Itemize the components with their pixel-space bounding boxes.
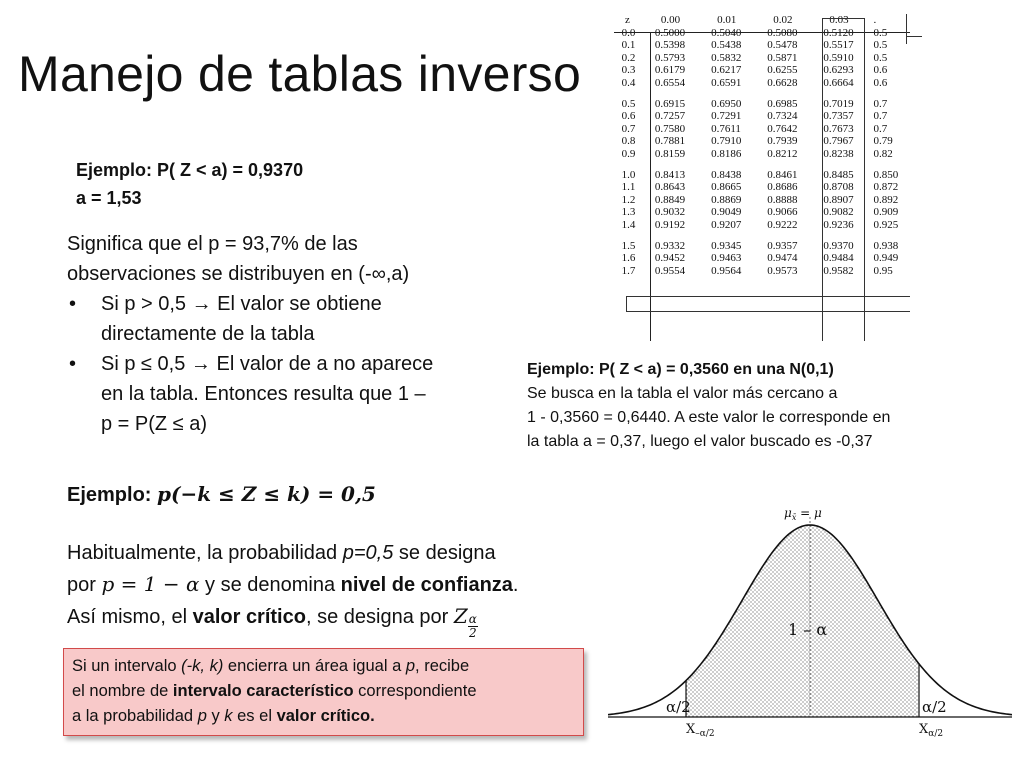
probability-cell xyxy=(866,90,910,98)
probability-cell: 0.6 xyxy=(873,64,888,77)
probability-cell: 0.82 xyxy=(873,147,893,160)
probability-cell: 0.8708 xyxy=(823,181,854,194)
z-value-cell: 0.9 xyxy=(621,147,636,160)
z-table-header: 0.01 xyxy=(717,14,737,26)
table-row xyxy=(614,161,910,169)
probability-cell: 0.9554 xyxy=(654,264,686,277)
alpha-over-two-fraction: $\frac{\alpha}{2}$ xyxy=(468,612,477,640)
probability-cell: 0.9207 xyxy=(711,218,742,231)
example2-prefix: Ejemplo: xyxy=(67,484,158,506)
probability-cell: 0.9474 xyxy=(767,252,798,265)
mean-label: $\mu_{x̄} = \mu$ xyxy=(784,506,822,522)
z-table-header: 0.03 xyxy=(829,14,849,26)
probability-cell: 0.6554 xyxy=(654,76,686,89)
probability-cell: 0.7967 xyxy=(823,135,854,148)
probability-cell: 0.8212 xyxy=(767,147,798,160)
arrow-icon: → xyxy=(191,293,212,315)
probability-cell: 0.8686 xyxy=(767,181,798,194)
probability-cell: 0.5080 xyxy=(767,26,798,39)
probability-cell: 0.5478 xyxy=(767,39,798,52)
z-value-cell: 0.6 xyxy=(621,110,636,123)
probability-cell: 0.8485 xyxy=(823,168,854,181)
probability-cell: 0.7910 xyxy=(711,135,742,148)
probability-cell: 0.9236 xyxy=(823,218,854,231)
table-row xyxy=(614,232,910,240)
z-value-cell: 0.3 xyxy=(621,64,636,77)
probability-cell: 0.6985 xyxy=(767,97,798,110)
probability-cell xyxy=(753,90,809,98)
probability-cell: 0.9370 xyxy=(823,239,854,252)
table-row xyxy=(614,98,910,111)
probability-cell: 0.6591 xyxy=(711,76,742,89)
center-label: 1 – α xyxy=(788,620,828,639)
z-table-header: z xyxy=(625,14,630,26)
probability-cell: 0.8413 xyxy=(654,168,686,181)
z-alpha-symbol: Z xyxy=(453,604,468,628)
probability-cell xyxy=(866,232,910,240)
probability-cell: 0.6950 xyxy=(711,97,742,110)
page-title: Manejo de tablas inverso xyxy=(18,46,582,102)
probability-cell: 0.8159 xyxy=(654,147,686,160)
probability-cell: 0.5910 xyxy=(823,51,854,64)
z-value-cell: 1.7 xyxy=(621,264,636,277)
example1-equation: Ejemplo: P( Z < a) = 0,9370 xyxy=(76,160,304,180)
probability-cell: 0.9452 xyxy=(654,252,686,265)
probability-cell: 0.7642 xyxy=(767,122,798,135)
table-row xyxy=(614,77,910,90)
probability-cell: 0.7291 xyxy=(711,110,742,123)
probability-cell: 0.5 xyxy=(873,26,888,39)
table-row xyxy=(614,206,910,219)
probability-cell: 0.5793 xyxy=(654,51,686,64)
probability-cell xyxy=(697,90,753,98)
probability-cell: 0.5398 xyxy=(654,39,686,52)
example-block-1 xyxy=(76,156,303,212)
probability-cell: 0.9484 xyxy=(823,252,854,265)
probability-cell: 0.8461 xyxy=(767,168,798,181)
table-row xyxy=(614,219,910,232)
probability-cell: 0.9049 xyxy=(711,206,742,219)
probability-cell: 0.7 xyxy=(873,110,888,123)
example1-answer: a = 1,53 xyxy=(76,188,142,208)
probability-cell: 0.9066 xyxy=(767,206,798,219)
probability-cell: 0.7257 xyxy=(654,110,686,123)
table-row xyxy=(614,240,910,253)
highlight-row-15 xyxy=(626,296,910,312)
probability-cell: 0.8907 xyxy=(823,193,854,206)
probability-cell: 0.9332 xyxy=(654,239,686,252)
probability-cell: 0.9082 xyxy=(823,206,854,219)
normal-distribution-diagram xyxy=(608,495,1012,743)
probability-cell: 0.8849 xyxy=(654,193,686,206)
table-row xyxy=(614,110,910,123)
bullet-item: • Si p ≤ 0,5 → El valor de a no aparece en la tabla. Entonces resulta que 1 – p = P(Z ≤ a) xyxy=(67,349,497,439)
probability-cell: 0.9564 xyxy=(711,264,742,277)
probability-cell xyxy=(753,161,809,169)
explanation-block xyxy=(67,229,497,439)
z-value-cell xyxy=(614,232,641,240)
probability-cell: 0.5040 xyxy=(711,26,742,39)
table-row xyxy=(614,252,910,265)
probability-cell: 0.7580 xyxy=(654,122,686,135)
probability-cell: 0.949 xyxy=(873,252,899,265)
probability-cell: 0.7019 xyxy=(823,97,854,110)
probability-cell: 0.909 xyxy=(873,206,899,219)
probability-cell: 0.8186 xyxy=(711,147,742,160)
z-value-cell: 0.5 xyxy=(621,97,636,110)
bullet-item: • Si p > 0,5 → El valor se obtiene directamente de la tabla xyxy=(67,289,497,349)
probability-cell: 0.7611 xyxy=(711,122,741,135)
arrow-icon: → xyxy=(190,353,211,375)
probability-cell: 0.9573 xyxy=(767,264,798,277)
example-block-2 xyxy=(67,478,376,511)
probability-cell: 0.6 xyxy=(873,76,888,89)
table-row xyxy=(614,39,910,52)
probability-cell: 0.925 xyxy=(873,218,899,231)
table-row xyxy=(614,90,910,98)
probability-cell: 0.5871 xyxy=(767,51,798,64)
probability-cell xyxy=(753,232,809,240)
probability-cell: 0.938 xyxy=(873,239,899,252)
probability-cell: 0.7673 xyxy=(823,122,854,135)
explanation-line-2: observaciones se distribuyen en (-∞,a) xyxy=(67,263,410,285)
probability-cell: 0.8438 xyxy=(711,168,742,181)
probability-cell: 0.9463 xyxy=(711,252,742,265)
z-value-cell: 1.3 xyxy=(621,206,636,219)
table-row xyxy=(614,64,910,77)
probability-cell: 0.9192 xyxy=(654,218,686,231)
z-value-cell xyxy=(614,161,641,169)
probability-cell: 0.9032 xyxy=(654,206,686,219)
probability-cell: 0.9582 xyxy=(823,264,854,277)
z-value-cell: 1.1 xyxy=(621,181,636,194)
z-table-grid xyxy=(614,14,910,277)
probability-cell: 0.6255 xyxy=(767,64,798,77)
z-value-cell: 0.4 xyxy=(621,76,636,89)
table-row xyxy=(614,169,910,182)
probability-cell: 0.6293 xyxy=(823,64,854,77)
probability-cell: 0.5832 xyxy=(711,51,742,64)
probability-cell: 0.5 xyxy=(873,51,888,64)
example3-title: Ejemplo: P( Z < a) = 0,3560 en una N(0,1) xyxy=(527,361,834,378)
z-value-cell: 0.1 xyxy=(621,39,636,52)
table-row xyxy=(614,194,910,207)
z-value-cell: 1.2 xyxy=(621,193,636,206)
probability-cell: 0.5517 xyxy=(823,39,854,52)
probability-cell xyxy=(866,161,910,169)
valor-critico-term: valor crítico xyxy=(192,606,306,628)
probability-cell: 0.6915 xyxy=(654,97,686,110)
z-value-cell: 1.0 xyxy=(621,168,636,181)
right-critical-label: $X_{\alpha/2}$ xyxy=(919,722,944,739)
probability-cell: 0.7357 xyxy=(823,110,854,123)
z-value-cell: 1.4 xyxy=(621,218,636,231)
probability-cell: 0.79 xyxy=(873,135,893,148)
probability-cell: 0.5 xyxy=(873,39,888,52)
probability-cell: 0.6179 xyxy=(654,64,686,77)
probability-cell: 0.9222 xyxy=(767,218,798,231)
probability-cell: 0.5438 xyxy=(711,39,742,52)
probability-cell: 0.8238 xyxy=(823,147,854,160)
probability-cell xyxy=(697,161,753,169)
z-value-cell xyxy=(614,90,641,98)
right-tail-label: α/2 xyxy=(922,698,947,716)
probability-cell: 0.7939 xyxy=(767,135,798,148)
z-table-header: 0.02 xyxy=(773,14,793,26)
z-value-cell: 0.0 xyxy=(621,26,636,39)
z-table-header: 0.00 xyxy=(660,14,681,26)
probability-cell xyxy=(697,232,753,240)
example-block-3: Ejemplo: P( Z < a) = 0,3560 en una N(0,1) Se busca en la tabla el valor más cercano a 1 - 0,3560 = 0,6440. A este valor le corresponde en la tabla a = 0,37, luego el valor buscado es -0,37 xyxy=(527,358,890,454)
probability-cell: 0.6664 xyxy=(823,76,854,89)
probability-cell: 0.5120 xyxy=(823,26,854,39)
left-critical-label: $X_{-\alpha/2}$ xyxy=(686,722,715,739)
probability-cell: 0.7881 xyxy=(654,135,686,148)
z-value-cell: 1.5 xyxy=(621,239,636,252)
table-row xyxy=(614,52,910,65)
probability-cell: 0.872 xyxy=(873,181,899,194)
table-row xyxy=(614,135,910,148)
probability-cell: 0.7324 xyxy=(767,110,798,123)
probability-cell: 0.9345 xyxy=(711,239,742,252)
probability-cell: 0.850 xyxy=(873,168,899,181)
z-table xyxy=(614,14,910,341)
nivel-confianza-term: nivel de confianza xyxy=(340,574,513,596)
probability-cell: 0.5000 xyxy=(654,26,686,39)
table-row xyxy=(614,181,910,194)
table-row xyxy=(614,123,910,136)
z-value-cell: 0.8 xyxy=(621,135,636,148)
probability-cell: 0.8665 xyxy=(711,181,742,194)
explanation-line-1: Significa que el p = 93,7% de las xyxy=(67,233,358,255)
highlight-column-003 xyxy=(822,18,865,341)
confidence-paragraph: Habitualmente, la probabilidad p=0,5 se designa por p = 1 − α y se denomina nivel de confianza. Así mismo, el valor crítico, se designa por Z $\frac{\alpha}{2}$ xyxy=(67,542,519,640)
probability-cell: 0.8869 xyxy=(711,193,742,206)
example2-formula: p(−k ≤ Z ≤ k) = 0,5 xyxy=(157,482,376,506)
probability-cell: 0.8643 xyxy=(654,181,686,194)
probability-cell: 0.892 xyxy=(873,193,899,206)
table-row xyxy=(614,265,910,278)
probability-cell: 0.7 xyxy=(873,97,888,110)
probability-cell: 0.9357 xyxy=(767,239,798,252)
z-value-cell: 0.7 xyxy=(621,122,636,135)
explanation-bullets xyxy=(67,289,497,439)
left-tail-label: α/2 xyxy=(666,698,691,716)
probability-cell: 0.6217 xyxy=(711,64,742,77)
z-table-header: . xyxy=(873,14,877,26)
probability-cell: 0.7 xyxy=(873,122,888,135)
probability-cell: 0.6628 xyxy=(767,76,798,89)
table-row xyxy=(614,148,910,161)
probability-cell: 0.95 xyxy=(873,264,893,277)
probability-cell: 0.8888 xyxy=(767,193,798,206)
definition-box: Si un intervalo (-k, k) encierra un área igual a p, recibe el nombre de intervalo característico correspondiente a la probabilidad p y k es el valor crítico. xyxy=(63,648,584,736)
z-value-cell: 1.6 xyxy=(621,252,636,265)
z-value-cell: 0.2 xyxy=(621,51,636,64)
